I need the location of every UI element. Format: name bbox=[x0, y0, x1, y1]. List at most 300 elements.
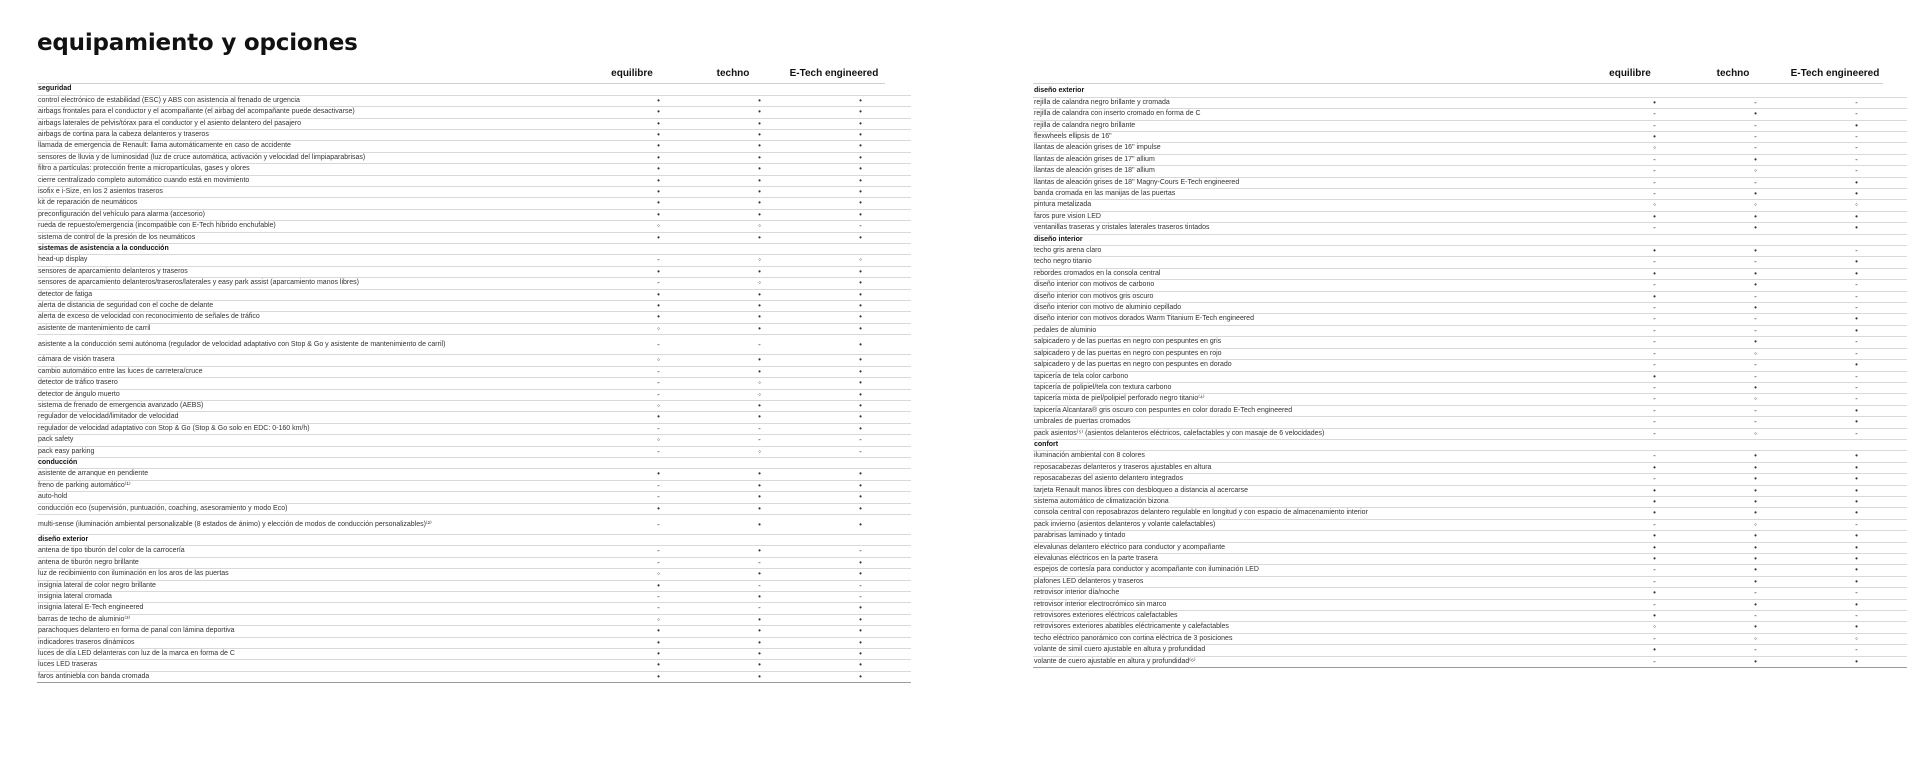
availability-etech: - bbox=[1806, 428, 1907, 439]
availability-equilibre: - bbox=[1604, 348, 1705, 359]
availability-techno: - bbox=[1705, 97, 1806, 108]
availability-equilibre: • bbox=[608, 232, 709, 243]
feature-label: head-up display bbox=[37, 255, 608, 266]
feature-row bbox=[37, 514, 911, 534]
availability-techno: • bbox=[709, 569, 810, 580]
section-title: seguridad bbox=[37, 84, 911, 95]
feature-label: asistente de mantenimiento de carril bbox=[37, 323, 608, 334]
availability-etech: - bbox=[1806, 280, 1907, 291]
availability-equilibre: • bbox=[608, 118, 709, 129]
feature-label: llantas de aleación grises de 18" Magny-Cours E-Tech engineered bbox=[1033, 177, 1604, 188]
feature-label: barras de techo de aluminio⁽³⁾ bbox=[37, 614, 608, 625]
availability-techno: • bbox=[1705, 280, 1806, 291]
feature-row bbox=[1033, 633, 1907, 644]
availability-etech: • bbox=[810, 289, 911, 300]
feature-label: asistente de arranque en pendiente bbox=[37, 469, 608, 480]
availability-etech: • bbox=[810, 187, 911, 198]
availability-equilibre: • bbox=[1604, 131, 1705, 142]
availability-etech: • bbox=[810, 503, 911, 514]
feature-row bbox=[37, 400, 911, 411]
feature-row bbox=[1033, 576, 1907, 587]
availability-etech: • bbox=[810, 412, 911, 423]
availability-etech: - bbox=[1806, 246, 1907, 257]
availability-techno: • bbox=[709, 469, 810, 480]
section-header bbox=[37, 457, 911, 468]
availability-techno: • bbox=[1705, 382, 1806, 393]
availability-equilibre: - bbox=[608, 278, 709, 289]
availability-etech: - bbox=[810, 580, 911, 591]
availability-etech: • bbox=[810, 626, 911, 637]
availability-equilibre: • bbox=[608, 152, 709, 163]
feature-row bbox=[1033, 211, 1907, 222]
feature-row bbox=[1033, 177, 1907, 188]
availability-techno: • bbox=[1705, 462, 1806, 473]
section-title: confort bbox=[1033, 439, 1907, 450]
availability-etech: - bbox=[1806, 394, 1907, 405]
availability-equilibre: • bbox=[1604, 246, 1705, 257]
section-header bbox=[37, 534, 911, 545]
feature-label: indicadores traseros dinámicos bbox=[37, 637, 608, 648]
availability-equilibre: • bbox=[608, 660, 709, 671]
availability-equilibre: - bbox=[1604, 519, 1705, 530]
feature-label: asistente a la conducción semi autónoma (regulador de velocidad adaptativo con Stop & Go y asistente de mantenimiento de carril) bbox=[37, 335, 608, 355]
availability-etech: • bbox=[1806, 257, 1907, 268]
feature-label: auto-hold bbox=[37, 492, 608, 503]
availability-equilibre: • bbox=[608, 671, 709, 682]
availability-equilibre: - bbox=[608, 255, 709, 266]
availability-etech: - bbox=[1806, 645, 1907, 656]
availability-equilibre: - bbox=[1604, 451, 1705, 462]
availability-etech: • bbox=[810, 312, 911, 323]
feature-label: sistema automático de climatización bizona bbox=[1033, 496, 1604, 507]
feature-label: llamada de emergencia de Renault: llama automáticamente en caso de accidente bbox=[37, 141, 608, 152]
availability-etech: • bbox=[810, 514, 911, 534]
availability-etech: • bbox=[810, 335, 911, 355]
feature-label: control electrónico de estabilidad (ESC) y ABS con asistencia al frenado de urgencia bbox=[37, 95, 608, 106]
availability-equilibre: - bbox=[608, 423, 709, 434]
feature-row bbox=[1033, 656, 1907, 667]
availability-equilibre: ◦ bbox=[1604, 143, 1705, 154]
availability-etech: • bbox=[1806, 211, 1907, 222]
availability-equilibre: • bbox=[608, 637, 709, 648]
feature-label: airbags laterales de pelvis/tórax para el conductor y el asiento delantero del pasajero bbox=[37, 118, 608, 129]
availability-etech: • bbox=[1806, 622, 1907, 633]
availability-techno: - bbox=[1705, 177, 1806, 188]
availability-equilibre: • bbox=[608, 187, 709, 198]
availability-etech: • bbox=[810, 637, 911, 648]
feature-row bbox=[1033, 565, 1907, 576]
feature-row bbox=[1033, 531, 1907, 542]
feature-row bbox=[37, 312, 911, 323]
feature-row bbox=[1033, 109, 1907, 120]
feature-row bbox=[37, 671, 911, 682]
availability-equilibre: • bbox=[608, 198, 709, 209]
section-title: conducción bbox=[37, 457, 911, 468]
feature-label: detector de ángulo muerto bbox=[37, 389, 608, 400]
feature-row bbox=[1033, 97, 1907, 108]
feature-label: plafones LED delanteros y traseros bbox=[1033, 576, 1604, 587]
feature-label: rejilla de calandra negro brillante bbox=[1033, 120, 1604, 131]
availability-etech: • bbox=[1806, 576, 1907, 587]
column-headers bbox=[1033, 66, 1883, 84]
availability-equilibre: - bbox=[1604, 382, 1705, 393]
availability-equilibre: - bbox=[1604, 428, 1705, 439]
feature-label: luces de día LED delanteras con luz de la marca en forma de C bbox=[37, 649, 608, 660]
feature-row bbox=[1033, 405, 1907, 416]
section-header bbox=[1033, 234, 1907, 245]
feature-label: retrovisores exteriores eléctricos calefactables bbox=[1033, 611, 1604, 622]
availability-techno: - bbox=[1705, 360, 1806, 371]
availability-equilibre: ◦ bbox=[608, 435, 709, 446]
availability-equilibre: ◦ bbox=[608, 569, 709, 580]
availability-equilibre: - bbox=[1604, 360, 1705, 371]
availability-equilibre: ◦ bbox=[608, 614, 709, 625]
availability-equilibre: - bbox=[1604, 189, 1705, 200]
feature-row bbox=[1033, 154, 1907, 165]
availability-equilibre: - bbox=[608, 480, 709, 491]
feature-label: faros antiniebla con banda cromada bbox=[37, 671, 608, 682]
availability-equilibre: ◦ bbox=[608, 355, 709, 366]
availability-etech: • bbox=[810, 469, 911, 480]
feature-row bbox=[37, 221, 911, 232]
availability-equilibre: - bbox=[1604, 656, 1705, 667]
availability-equilibre: • bbox=[1604, 268, 1705, 279]
availability-etech: ◦ bbox=[1806, 633, 1907, 644]
feature-label: diseño interior con motivos gris oscuro bbox=[1033, 291, 1604, 302]
feature-row bbox=[37, 255, 911, 266]
availability-equilibre: - bbox=[608, 446, 709, 457]
feature-label: luces LED traseras bbox=[37, 660, 608, 671]
availability-etech: • bbox=[810, 649, 911, 660]
availability-equilibre: • bbox=[608, 141, 709, 152]
feature-label: techo gris arena claro bbox=[1033, 246, 1604, 257]
availability-techno: - bbox=[709, 603, 810, 614]
availability-etech: • bbox=[810, 378, 911, 389]
availability-etech: • bbox=[1806, 405, 1907, 416]
availability-techno: - bbox=[1705, 611, 1806, 622]
availability-etech: • bbox=[1806, 656, 1907, 667]
availability-etech: • bbox=[1806, 451, 1907, 462]
availability-equilibre: - bbox=[1604, 405, 1705, 416]
availability-techno: • bbox=[1705, 554, 1806, 565]
availability-equilibre: • bbox=[1604, 508, 1705, 519]
feature-label: cierre centralizado completo automático cuando está en movimiento bbox=[37, 175, 608, 186]
feature-row bbox=[1033, 428, 1907, 439]
availability-equilibre: - bbox=[1604, 280, 1705, 291]
availability-techno: • bbox=[709, 266, 810, 277]
availability-etech: • bbox=[810, 152, 911, 163]
availability-etech: - bbox=[1806, 348, 1907, 359]
feature-row bbox=[1033, 417, 1907, 428]
feature-label: volante de cuero ajustable en altura y profundidad⁽⁶⁾ bbox=[1033, 656, 1604, 667]
feature-label: salpicadero y de las puertas en negro con pespuntes en dorado bbox=[1033, 360, 1604, 371]
feature-row bbox=[37, 175, 911, 186]
feature-label: insignia lateral cromada bbox=[37, 592, 608, 603]
availability-etech: • bbox=[810, 389, 911, 400]
availability-etech: - bbox=[1806, 588, 1907, 599]
availability-equilibre: - bbox=[1604, 177, 1705, 188]
feature-row bbox=[1033, 371, 1907, 382]
availability-techno: • bbox=[709, 187, 810, 198]
availability-techno: • bbox=[1705, 656, 1806, 667]
feature-label: salpicadero y de las puertas en negro con pespuntes en rojo bbox=[1033, 348, 1604, 359]
availability-techno: • bbox=[709, 141, 810, 152]
availability-techno: ◦ bbox=[1705, 428, 1806, 439]
feature-label: pintura metalizada bbox=[1033, 200, 1604, 211]
availability-etech: • bbox=[810, 141, 911, 152]
feature-row bbox=[37, 141, 911, 152]
feature-row bbox=[1033, 120, 1907, 131]
availability-techno: ◦ bbox=[709, 278, 810, 289]
availability-equilibre: ◦ bbox=[1604, 622, 1705, 633]
availability-techno: ◦ bbox=[1705, 633, 1806, 644]
feature-label: consola central con reposabrazos delantero regulable en longitud y con espacio de almacenamiento interior bbox=[1033, 508, 1604, 519]
availability-equilibre: • bbox=[608, 503, 709, 514]
availability-techno: • bbox=[1705, 246, 1806, 257]
availability-equilibre: - bbox=[1604, 109, 1705, 120]
availability-techno: ◦ bbox=[1705, 519, 1806, 530]
feature-row bbox=[37, 107, 911, 118]
feature-label: rejilla de calandra negro brillante y cromada bbox=[1033, 97, 1604, 108]
feature-label: llantas de aleación grises de 18" allium bbox=[1033, 166, 1604, 177]
availability-techno: • bbox=[1705, 154, 1806, 165]
availability-etech: • bbox=[810, 107, 911, 118]
availability-equilibre: • bbox=[608, 580, 709, 591]
availability-techno: - bbox=[709, 423, 810, 434]
availability-equilibre: - bbox=[608, 603, 709, 614]
availability-etech: • bbox=[1806, 177, 1907, 188]
availability-equilibre: ◦ bbox=[1604, 200, 1705, 211]
availability-techno: • bbox=[1705, 303, 1806, 314]
availability-techno: - bbox=[1705, 405, 1806, 416]
availability-etech: • bbox=[810, 423, 911, 434]
availability-techno: • bbox=[1705, 531, 1806, 542]
section-title: diseño exterior bbox=[37, 534, 911, 545]
availability-etech: • bbox=[810, 400, 911, 411]
availability-etech: • bbox=[1806, 268, 1907, 279]
availability-etech: • bbox=[810, 198, 911, 209]
availability-techno: ◦ bbox=[1705, 394, 1806, 405]
availability-equilibre: - bbox=[608, 366, 709, 377]
availability-equilibre: - bbox=[1604, 166, 1705, 177]
availability-etech: - bbox=[1806, 109, 1907, 120]
column-header-equilibre: equilibre bbox=[611, 68, 653, 79]
feature-row bbox=[37, 660, 911, 671]
feature-row bbox=[1033, 360, 1907, 371]
feature-row bbox=[1033, 508, 1907, 519]
feature-row bbox=[1033, 325, 1907, 336]
availability-etech: • bbox=[1806, 508, 1907, 519]
section-header bbox=[37, 244, 911, 255]
availability-equilibre: • bbox=[608, 266, 709, 277]
availability-techno: • bbox=[709, 95, 810, 106]
column-header-etech: E-Tech engineered bbox=[1790, 68, 1880, 79]
availability-equilibre: - bbox=[1604, 417, 1705, 428]
availability-equilibre: - bbox=[608, 335, 709, 355]
availability-equilibre: • bbox=[608, 164, 709, 175]
availability-equilibre: - bbox=[1604, 314, 1705, 325]
availability-etech: • bbox=[1806, 360, 1907, 371]
availability-etech: • bbox=[810, 366, 911, 377]
availability-techno: • bbox=[1705, 542, 1806, 553]
feature-label: salpicadero y de las puertas en negro con pespuntes en gris bbox=[1033, 337, 1604, 348]
availability-equilibre: • bbox=[608, 289, 709, 300]
availability-equilibre: • bbox=[608, 301, 709, 312]
feature-label: isofix e i-Size, en los 2 asientos traseros bbox=[37, 187, 608, 198]
section-title: sistemas de asistencia a la conducción bbox=[37, 244, 911, 255]
feature-row bbox=[37, 492, 911, 503]
feature-label: iluminación ambiental con 8 colores bbox=[1033, 451, 1604, 462]
feature-label: diseño interior con motivos dorados Warm Titanium E-Tech engineered bbox=[1033, 314, 1604, 325]
availability-techno: • bbox=[1705, 268, 1806, 279]
feature-row bbox=[1033, 303, 1907, 314]
availability-techno: - bbox=[709, 435, 810, 446]
feature-label: cambio automático entre las luces de carretera/cruce bbox=[37, 366, 608, 377]
feature-row bbox=[1033, 588, 1907, 599]
feature-row bbox=[37, 209, 911, 220]
availability-equilibre: • bbox=[608, 649, 709, 660]
availability-etech: • bbox=[1806, 554, 1907, 565]
availability-techno: • bbox=[709, 637, 810, 648]
availability-etech: • bbox=[1806, 417, 1907, 428]
availability-techno: • bbox=[709, 355, 810, 366]
availability-techno: • bbox=[1705, 451, 1806, 462]
availability-techno: • bbox=[709, 175, 810, 186]
availability-etech: • bbox=[810, 232, 911, 243]
availability-techno: • bbox=[709, 164, 810, 175]
feature-row bbox=[1033, 223, 1907, 234]
section-header bbox=[1033, 86, 1907, 97]
availability-techno: ◦ bbox=[709, 378, 810, 389]
feature-row bbox=[37, 435, 911, 446]
feature-label: sistema de frenado de emergencia avanzado (AEBS) bbox=[37, 400, 608, 411]
availability-equilibre: • bbox=[1604, 211, 1705, 222]
feature-row bbox=[37, 649, 911, 660]
availability-equilibre: • bbox=[1604, 291, 1705, 302]
availability-etech: - bbox=[1806, 97, 1907, 108]
feature-label: llantas de aleación grises de 16" impulse bbox=[1033, 143, 1604, 154]
feature-row bbox=[1033, 622, 1907, 633]
availability-techno: • bbox=[709, 232, 810, 243]
availability-techno: • bbox=[709, 312, 810, 323]
availability-equilibre: - bbox=[1604, 120, 1705, 131]
availability-equilibre: • bbox=[608, 412, 709, 423]
availability-etech: • bbox=[1806, 599, 1907, 610]
feature-row bbox=[37, 129, 911, 140]
feature-row bbox=[1033, 268, 1907, 279]
availability-techno: - bbox=[1705, 645, 1806, 656]
feature-row bbox=[1033, 542, 1907, 553]
feature-label: sensores de aparcamiento delanteros/traseros/laterales y easy park assist (aparcamiento manos libres) bbox=[37, 278, 608, 289]
feature-label: alerta de exceso de velocidad con reconocimiento de señales de tráfico bbox=[37, 312, 608, 323]
availability-equilibre: - bbox=[1604, 565, 1705, 576]
availability-etech: - bbox=[1806, 337, 1907, 348]
feature-label: ventanillas traseras y cristales laterales traseros tintados bbox=[1033, 223, 1604, 234]
feature-label: techo negro titanio bbox=[1033, 257, 1604, 268]
feature-label: antena de tiburón negro brillante bbox=[37, 557, 608, 568]
feature-row bbox=[37, 266, 911, 277]
availability-techno: • bbox=[709, 480, 810, 491]
availability-techno: - bbox=[1705, 120, 1806, 131]
availability-equilibre: • bbox=[608, 95, 709, 106]
availability-etech: - bbox=[1806, 131, 1907, 142]
availability-techno: • bbox=[709, 198, 810, 209]
feature-row bbox=[37, 503, 911, 514]
availability-techno: • bbox=[1705, 565, 1806, 576]
availability-etech: • bbox=[1806, 223, 1907, 234]
availability-etech: • bbox=[810, 175, 911, 186]
availability-etech: • bbox=[810, 209, 911, 220]
availability-equilibre: - bbox=[608, 492, 709, 503]
availability-techno: • bbox=[709, 626, 810, 637]
feature-label: reposacabezas del asiento delantero integrados bbox=[1033, 474, 1604, 485]
availability-equilibre: - bbox=[1604, 325, 1705, 336]
availability-etech: - bbox=[1806, 154, 1907, 165]
availability-etech: • bbox=[810, 355, 911, 366]
feature-table bbox=[1033, 86, 1907, 668]
availability-etech: • bbox=[810, 614, 911, 625]
feature-label: rebordes cromados en la consola central bbox=[1033, 268, 1604, 279]
feature-label: pack safety bbox=[37, 435, 608, 446]
feature-label: alerta de distancia de seguridad con el coche de delante bbox=[37, 301, 608, 312]
feature-row bbox=[1033, 496, 1907, 507]
feature-row bbox=[1033, 611, 1907, 622]
feature-row bbox=[1033, 337, 1907, 348]
feature-row bbox=[37, 198, 911, 209]
feature-label: preconfiguración del vehículo para alarma (accesorio) bbox=[37, 209, 608, 220]
availability-equilibre: • bbox=[1604, 542, 1705, 553]
availability-etech: - bbox=[810, 592, 911, 603]
feature-label: cámara de visión trasera bbox=[37, 355, 608, 366]
feature-row bbox=[37, 546, 911, 557]
availability-equilibre: - bbox=[608, 557, 709, 568]
section-title: diseño interior bbox=[1033, 234, 1907, 245]
availability-equilibre: • bbox=[608, 129, 709, 140]
feature-row bbox=[37, 412, 911, 423]
column-header-equilibre: equilibre bbox=[1609, 68, 1651, 79]
availability-etech: - bbox=[810, 546, 911, 557]
feature-label: volante de simil cuero ajustable en altura y profundidad bbox=[1033, 645, 1604, 656]
section-title: diseño exterior bbox=[1033, 86, 1907, 97]
feature-label: faros pure vision LED bbox=[1033, 211, 1604, 222]
availability-etech: - bbox=[810, 446, 911, 457]
availability-etech: • bbox=[810, 266, 911, 277]
feature-label: pack invierno (asientos delanteros y volante calefactables) bbox=[1033, 519, 1604, 530]
feature-row bbox=[1033, 143, 1907, 154]
feature-label: kit de reparación de neumáticos bbox=[37, 198, 608, 209]
column-header-etech: E-Tech engineered bbox=[789, 68, 879, 79]
availability-equilibre: • bbox=[608, 626, 709, 637]
feature-label: elevalunas delantero eléctrico para conductor y acompañante bbox=[1033, 542, 1604, 553]
feature-row bbox=[1033, 645, 1907, 656]
feature-row bbox=[37, 278, 911, 289]
feature-label: tarjeta Renault manos libres con desbloqueo a distancia al acercarse bbox=[1033, 485, 1604, 496]
availability-techno: ◦ bbox=[709, 255, 810, 266]
feature-row bbox=[37, 580, 911, 591]
availability-techno: • bbox=[709, 152, 810, 163]
feature-label: insignia lateral de color negro brillante bbox=[37, 580, 608, 591]
availability-techno: • bbox=[1705, 109, 1806, 120]
availability-etech: - bbox=[810, 221, 911, 232]
feature-row bbox=[1033, 314, 1907, 325]
feature-label: conducción eco (supervisión, puntuación, coaching, asesoramiento y modo Eco) bbox=[37, 503, 608, 514]
availability-techno: • bbox=[709, 412, 810, 423]
availability-techno: ◦ bbox=[1705, 166, 1806, 177]
feature-row bbox=[37, 480, 911, 491]
feature-label: retrovisores exteriores abatibles eléctricamente y calefactables bbox=[1033, 622, 1604, 633]
feature-label: filtro a partículas: protección frente a micropartículas, gases y olores bbox=[37, 164, 608, 175]
availability-etech: - bbox=[1806, 303, 1907, 314]
